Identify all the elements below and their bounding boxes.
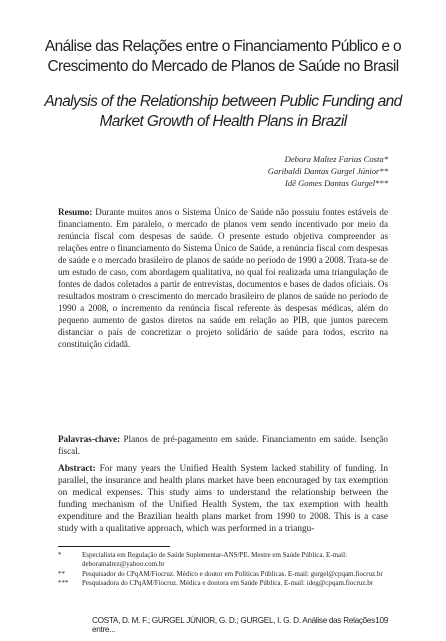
- title-pt-line-2: Crescimento do Mercado de Planos de Saúde no Brasil: [47, 58, 399, 75]
- palavras-chave-label: Palavras-chave:: [58, 434, 121, 444]
- footnote-text: Especialista em Regulação de Saúde Suplementar-ANS/PE. Mestre em Saúde Pública. E-mail: deboramaltez@yahoo.com.br: [82, 551, 348, 569]
- title-en-line-1: Analysis of the Relationship between Public Funding and: [44, 93, 402, 110]
- footnote-divider: [58, 546, 170, 547]
- author-1: Debora Maltez Farias Costa*: [284, 154, 388, 164]
- author-list: [268, 153, 388, 189]
- footnotes: [58, 551, 388, 589]
- footnote-3: [58, 579, 388, 588]
- footnote-text: Pesquisador do CPqAM/Fiocruz. Médico e doutor em Políticas Públicas. E-mail: gurgel@cpqam.fiocruz.br: [82, 569, 383, 578]
- author-3: Idê Gomes Dantas Gurgel***: [284, 178, 388, 188]
- resumo-paragraph: [58, 206, 388, 350]
- footnote-mark: *: [58, 551, 62, 559]
- abstract-label: Abstract:: [58, 464, 96, 474]
- palavras-chave-text: Planos de pré-pagamento em saúde. Financiamento em saúde. Isenção fiscal.: [58, 434, 388, 456]
- page-number: 109: [375, 616, 388, 625]
- keywords-pt-paragraph: [58, 433, 388, 457]
- title-pt-line-1: Análise das Relações entre o Financiamento Público e o: [44, 38, 402, 55]
- author-2: Garibaldi Dantas Gurgel Júnior**: [267, 166, 388, 176]
- footnote-2: [58, 570, 388, 579]
- abstract-text: For many years the Unified Health System lacked stability of funding. In parallel, the insurance and health plans market have been encouraged by tax exemption on medical expenses. This study aims to understand the relationship between the funding mechanism of the Unified Health System, the tax exemption with health expenditure and the Brazilian health plans market from 1990 to 2008. This is a case study with a qualitative approach, which was performed in a triangu-: [58, 464, 388, 534]
- running-footer: [92, 616, 388, 634]
- abstract-paragraph: [58, 463, 388, 535]
- citation-footer: COSTA, D. M. F.; GURGEL JÚNIOR, G. D.; GURGEL, I. G. D. Análise das Relações entre...: [92, 616, 375, 634]
- title-english: [40, 92, 406, 132]
- title-portuguese: [40, 37, 406, 77]
- resumo-text: Durante muitos anos o Sistema Único de Saúde não possuiu fontes estáveis de financiamento. Em paralelo, o mercado de planos vem sendo incentivado por meio da renúncia fiscal com despesas de saúde. O presente estudo objetiva compreender as relações entre o financiamento do Sistema Único de Saúde, a renúncia fiscal com despesas de saúde e o mercado brasileiro de planos de saúde no período de 1990 a 2008. Trata-se de um estudo de caso, com abordagem qualitativa, no qual foi realizada uma triangulação de fontes de dados coletados a partir de entrevistas, documentos e bases de dados oficiais. Os resultados mostram o crescimento do mercado brasileiro de planos de saúde no período de 1990 a 2008, o incremento da renúncia fiscal referente às despesas médicas, além do pequeno aumento de gastos diretos na saúde em relação ao PIB, que juntos parecem distanciar o país de concretizar o projeto solidário de saúde para todos, escrito na constituição cidadã.: [58, 207, 388, 349]
- title-en-line-2: Market Growth of Health Plans in Brazil: [99, 113, 347, 130]
- footnote-1: [58, 551, 388, 570]
- footnote-mark: **: [58, 569, 65, 578]
- footnote-mark: ***: [58, 579, 69, 588]
- resumo-label: Resumo:: [58, 207, 93, 217]
- footnote-text: Pesquisadora do CPqAM/Fiocruz. Médica e doutora em Saúde Pública. E-mail: ideg@cpqam.fiocruz.br: [82, 579, 374, 588]
